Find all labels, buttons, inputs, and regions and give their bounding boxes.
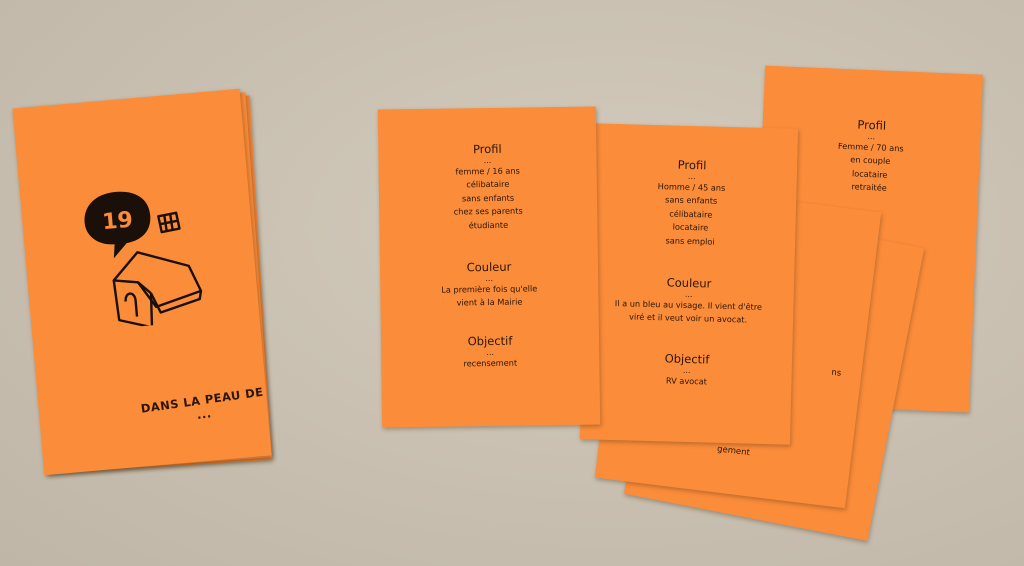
separator-dots: ... — [485, 273, 494, 284]
profil-heading: Profil — [857, 117, 887, 133]
cover-card[interactable] — [12, 89, 271, 475]
profil-line: femme / 16 ans — [455, 165, 520, 177]
profil-heading: Profil — [677, 157, 707, 173]
profil-line: sans enfants — [664, 194, 718, 207]
profil-line: Femme / 70 ans — [837, 140, 904, 154]
card-stack — [28, 96, 288, 476]
objectif-heading: Objectif — [467, 333, 513, 349]
profil-heading: Profil — [472, 141, 502, 157]
separator-dots: ... — [867, 131, 876, 142]
profil-line: étudiante — [468, 219, 509, 230]
card-front[interactable] — [378, 106, 600, 427]
couleur-line: vient à la Mairie — [456, 296, 523, 308]
separator-dots: ... — [682, 365, 691, 376]
profil-line: célibataire — [466, 179, 510, 190]
card-text-fragment: gement — [716, 444, 751, 459]
couleur-heading: Couleur — [666, 275, 712, 291]
house-speech-bubble-icon — [78, 181, 210, 331]
profil-line: sans emploi — [665, 234, 715, 247]
card-middle[interactable] — [580, 123, 798, 444]
profil-line: chez ses parents — [453, 205, 523, 217]
couleur-line: La première fois qu'elle — [441, 283, 538, 295]
couleur-line: viré et il veut voir un avocat. — [628, 311, 748, 325]
profil-line: locataire — [851, 168, 888, 180]
profil-line: en couple — [850, 154, 891, 167]
objectif-line: RV avocat — [665, 375, 708, 387]
profil-line: Homme / 45 ans — [657, 181, 726, 193]
couleur-heading: Couleur — [466, 259, 512, 275]
objectif-line: recensement — [463, 357, 518, 369]
separator-dots: ... — [483, 155, 492, 166]
badge-number: 19 — [101, 207, 134, 236]
couleur-line: Il a un bleu au visage. Il vient d'être — [614, 298, 763, 312]
profil-line: sans enfants — [461, 192, 515, 204]
separator-dots: ... — [687, 171, 696, 182]
separator-dots: ... — [486, 347, 495, 358]
profil-line: locataire — [672, 221, 709, 233]
cover-title: DANS LA PEAU DE ... — [139, 384, 265, 423]
card-text-fragment: ns — [830, 367, 842, 379]
profil-line: retraitée — [851, 181, 888, 194]
separator-dots: ... — [684, 289, 693, 300]
objectif-heading: Objectif — [664, 351, 710, 367]
profil-line: célibataire — [669, 208, 713, 220]
